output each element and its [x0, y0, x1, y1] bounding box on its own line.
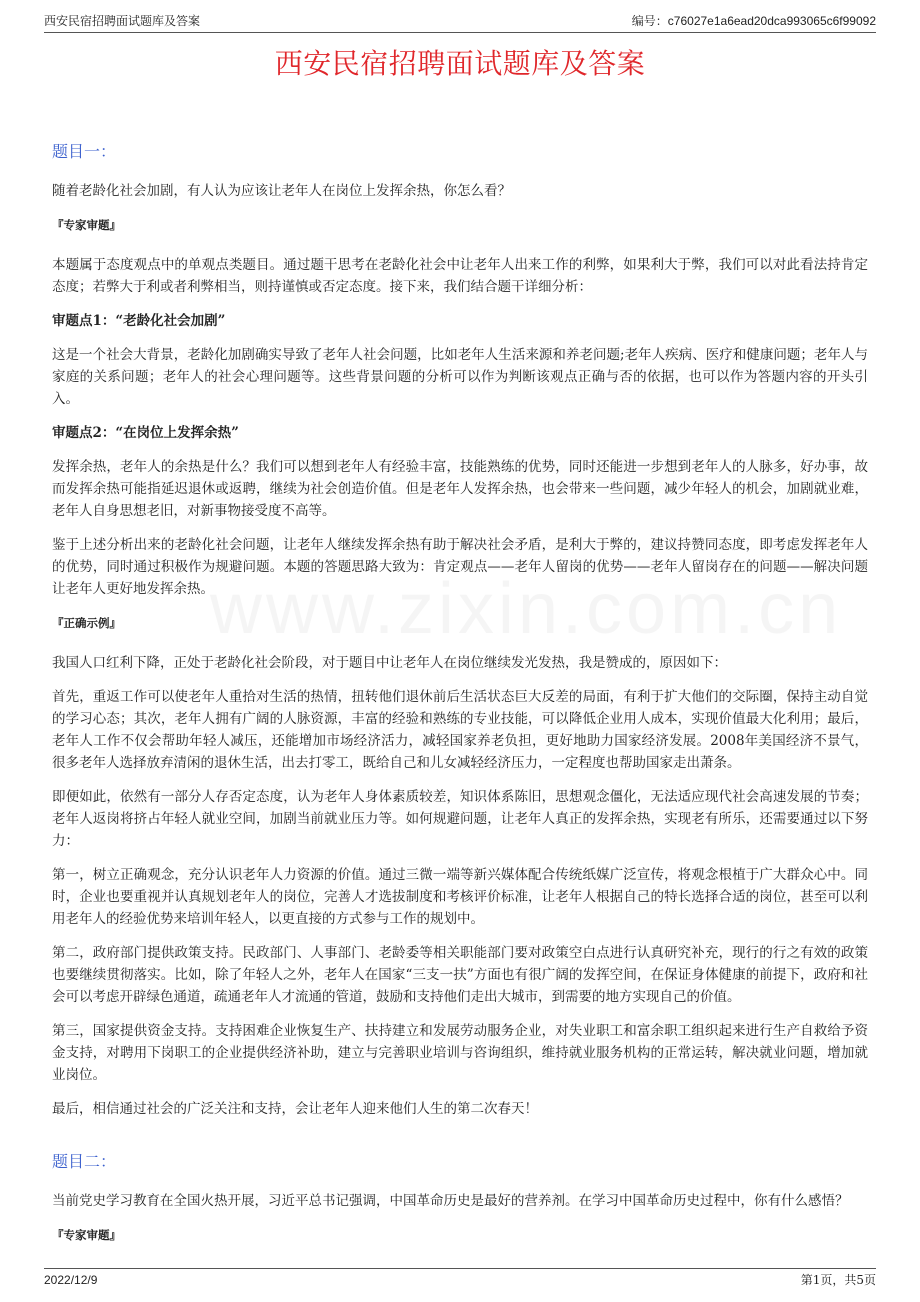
- example-paragraph: 第一，树立正确观念，充分认识老年人力资源的价值。通过三微一端等新兴媒体配合传统纸媒广泛宣传，将观念根植于广大群众心中。同时，企业也要重视并认真规划老年人的岗位，完善人才选拔制度和考核评价标准，让老年人根据自己的特长选择合适的岗位，甚至可以利用老年人的经验优势来培训年轻人，以更直接的方式参与工作的规划中。: [52, 867, 868, 927]
- example-paragraph: 最后，相信通过社会的广泛关注和支持，会让老年人迎来他们人生的第二次春天！: [52, 1101, 538, 1117]
- example-paragraph: 第二，政府部门提供政策支持。民政部门、人事部门、老龄委等相关职能部门要对政策空白点进行认真研究补充，现行的行之有效的政策也要继续贯彻落实。比如，除了年轻人之外，老年人在国家“三支一扶”方面也有很广阔的发挥空间，在保证身体健康的前提下，政府和社会可以考虑开辟绿色通道，疏通老年人才流通的管道，鼓励和支持他们走出大城市，到需要的地方实现自己的价值。: [52, 945, 868, 1005]
- example-paragraph: 首先，重返工作可以使老年人重拾对生活的热情，扭转他们退休前后生活状态巨大反差的局面，有利于扩大他们的交际圈，保持主动自觉的学习心态；其次，老年人拥有广阔的人脉资源，丰富的经验和熟练的专业技能，可以降低企业用人成本，实现价值最大化利用；最后，老年人工作不仅会帮助年轻人减压，还能增加市场经济活力，减轻国家养老负担，更好地助力国家经济发展。2008年美国经济不景气，很多老年人选择放弃清闲的退休生活，出去打零工，既给自己和儿女减轻经济压力，一定程度也帮助国家走出萧条。: [52, 689, 868, 771]
- review-intro: 本题属于态度观点中的单观点类题目。通过题干思考在老龄化社会中让老年人出来工作的利弊，如果利大于弊，我们可以对此看法持肯定态度；若弊大于利或者利弊相当，则持谨慎或否定态度。接下来，我们结合题干详细分析：: [52, 257, 868, 295]
- review-point-1-text: 这是一个社会大背景，老龄化加剧确实导致了老年人社会问题，比如老年人生活来源和养老问题;老年人疾病、医疗和健康问题；老年人与家庭的关系问题；老年人的社会心理问题等。这些背景问题的分析可以作为判断该观点正确与否的依据，也可以作为答题内容的开头引入。: [52, 347, 868, 407]
- example-paragraph: 即便如此，依然有一部分人存否定态度，认为老年人身体素质较差，知识体系陈旧，思想观念僵化，无法适应现代社会高速发展的节奏；老年人返岗将挤占年轻人就业空间，加剧当前就业压力等。如何规避问题，让老年人真正的发挥余热，实现老有所乐，还需要通过以下努力：: [52, 789, 868, 849]
- example-paragraph: 第三，国家提供资金支持。支持困难企业恢复生产、扶持建立和发展劳动服务企业，对失业职工和富余职工组织起来进行生产自救给予资金支持，对聘用下岗职工的企业提供经济补助，建立与完善职业培训与咨询组织，维持就业服务机构的正常运转，解决就业问题，增加就业岗位。: [52, 1023, 868, 1083]
- header-doc-title: 西安民宿招聘面试题库及答案: [44, 14, 201, 28]
- header-doc-id: 编号：c76027e1a6ead20dca993065c6f99092: [631, 14, 876, 28]
- example-paragraph: 我国人口红利下降，正处于老龄化社会阶段，对于题目中让老年人在岗位继续发光发热，我是赞成的，原因如下：: [52, 655, 727, 671]
- watermark: www.zixin.com.cn: [210, 569, 843, 649]
- review-point-1-title: 审题点1：“老龄化社会加剧”: [52, 313, 226, 329]
- page-header: [44, 10, 876, 33]
- question-2-heading: 题目二：: [52, 1152, 117, 1171]
- expert-review-tag-2: 『专家审题』: [52, 1228, 121, 1242]
- footer-date: 2022/12/9: [44, 1273, 98, 1287]
- question-1-text: 随着老龄化社会加剧，有人认为应该让老年人在岗位上发挥余热，你怎么看？: [52, 183, 511, 199]
- question-1-heading: 题目一：: [52, 142, 117, 161]
- expert-review-tag: 『专家审题』: [52, 218, 121, 232]
- review-point-2-text: 发挥余热，老年人的余热是什么？我们可以想到老年人有经验丰富，技能熟练的优势，同时还能进一步想到老年人的人脉多，好办事，故而发挥余热可能指延迟退休或返聘，继续为社会创造价值。但是老年人发挥余热，也会带来一些问题，减少年轻人的机会，加剧就业难，老年人自身思想老旧，对新事物接受度不高等。: [52, 459, 868, 519]
- correct-example-tag: 『正确示例』: [52, 616, 121, 630]
- review-summary: 鉴于上述分析出来的老龄化社会问题，让老年人继续发挥余热有助于解决社会矛盾，是利大于弊的，建议持赞同态度，即考虑发挥老年人的优势，同时通过积极作为规避问题。本题的答题思路大致为：肯定观点——老年人留岗的优势——老年人留岗存在的问题——解决问题让老年人更好地发挥余热。: [52, 537, 868, 597]
- footer-page-number: 第1页，共5页: [800, 1273, 876, 1287]
- page-footer: [44, 1268, 876, 1291]
- question-2-text: 当前党史学习教育在全国火热开展，习近平总书记强调，中国革命历史是最好的营养剂。在学习中国革命历史过程中，你有什么感悟？: [52, 1193, 849, 1209]
- page-title: 西安民宿招聘面试题库及答案: [274, 47, 646, 80]
- review-point-2-title: 审题点2：“在岗位上发挥余热”: [52, 425, 239, 441]
- document-body: [52, 140, 868, 1264]
